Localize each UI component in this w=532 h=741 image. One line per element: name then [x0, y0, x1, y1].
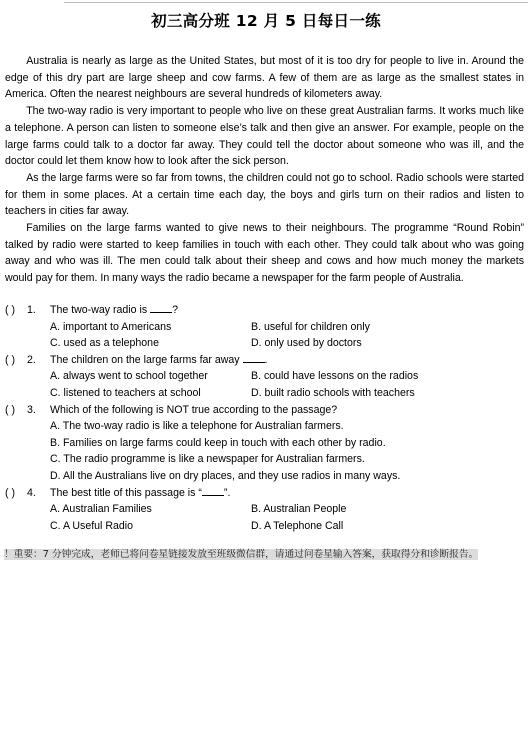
- stem-text: The two-way radio is: [50, 304, 151, 316]
- question-4-options-row-1: [5, 501, 524, 518]
- passage-paragraph-2: The two-way radio is very important to people who live on these great Australian farms. It works much like a telephone. A person can listen to someone else’s talk and then give an answer. For example, people on the large farms could talk to a doctor far away. They could tell the doctor about someone who was ill, and the doctor could let them know how to look after the sick person.: [5, 105, 524, 168]
- notice-text: ！重要：7 分钟完成，老师已将问卷星链接发放至班级微信群，请通过问卷星输入答案，获取得分和诊断报告。: [4, 549, 479, 560]
- option-a[interactable]: A. always went to school together: [50, 370, 208, 383]
- stem-text: The best title of this passage is “: [50, 486, 202, 499]
- question-1-options-row-1: [5, 319, 524, 336]
- answer-blank-3[interactable]: ( ): [5, 403, 15, 416]
- question-3-option-a-row: [5, 418, 524, 435]
- option-c[interactable]: C. A Useful Radio: [50, 519, 134, 532]
- stem-text: Which of the following is NOT true according to the passage?: [50, 403, 338, 416]
- option-b[interactable]: B. Australian People: [251, 503, 347, 516]
- stem-text-end: ?: [172, 304, 178, 316]
- option-d[interactable]: D. only used by doctors: [251, 337, 362, 350]
- question-number: 3.: [27, 403, 36, 416]
- question-list: [5, 302, 524, 534]
- question-3-option-c-row: [5, 451, 524, 468]
- question-2-options-row-1: [5, 368, 524, 385]
- answer-blank-1[interactable]: ( ): [5, 304, 15, 316]
- option-a[interactable]: A. important to Americans: [50, 320, 172, 333]
- question-2-options-row-2: [5, 385, 524, 402]
- question-4-stem: [5, 485, 524, 502]
- question-text: [50, 352, 268, 369]
- answer-blank-4[interactable]: ( ): [5, 486, 15, 499]
- question-text: [50, 402, 337, 419]
- question-2-stem: [5, 352, 524, 369]
- stem-text-end: .: [264, 353, 268, 366]
- question-4-options-row-2: [5, 518, 524, 535]
- fill-blank: [150, 302, 172, 313]
- option-a[interactable]: A. The two-way radio is like a telephone for Australian farmers.: [50, 420, 344, 433]
- header-rule: [64, 2, 528, 3]
- reading-passage: [5, 53, 524, 287]
- question-1-options-row-2: [5, 335, 524, 352]
- option-c[interactable]: C. The radio programme is like a newspaper for Australian farmers.: [50, 453, 365, 466]
- option-d[interactable]: D. built radio schools with teachers: [251, 386, 415, 399]
- passage-paragraph-4: Families on the large farms wanted to give news to their neighbours. The programme “Round Robin” talked by radio were started to keep families in touch with each other. They could talk about who was going away and who was ill. The men could talk about their sheep and cows and how much money the markets would pay for them. In many ways the radio became a newspaper for the farm people of Australia.: [5, 222, 524, 285]
- question-3-option-b-row: [5, 435, 524, 452]
- option-b[interactable]: B. could have lessons on the radios: [251, 370, 419, 383]
- question-number: 2.: [27, 353, 36, 366]
- question-number: 1.: [27, 304, 36, 316]
- option-a[interactable]: A. Australian Families: [50, 503, 152, 516]
- fill-blank: [243, 352, 265, 363]
- passage-paragraph-3: As the large farms were so far from towns, the children could not go to school. Radio schools were started for them in some places. At a certain time each day, the boys and girls turn on their radios and listen to teachers in cities far away.: [5, 171, 524, 218]
- fill-blank: [202, 485, 224, 496]
- stem-text: The children on the large farms far away: [50, 353, 243, 366]
- submission-notice: [4, 547, 525, 563]
- option-c[interactable]: C. used as a telephone: [50, 337, 159, 350]
- stem-text-end: ”.: [223, 486, 231, 499]
- option-b[interactable]: B. useful for children only: [251, 320, 370, 333]
- passage-paragraph-1: Australia is nearly as large as the United States, but most of it is too dry for people to live in. Around the edge of this dry part are large sheep and cow farms. A few of them are as large as the smallest states in America. Often the nearest neighbours are several hundreds of kilometers away.: [5, 55, 524, 101]
- question-3-stem: [5, 402, 524, 419]
- question-1-stem: [5, 302, 524, 319]
- option-c[interactable]: C. listened to teachers at school: [50, 386, 201, 399]
- option-b[interactable]: B. Families on large farms could keep in touch with each other by radio.: [50, 436, 386, 449]
- answer-blank-2[interactable]: ( ): [5, 353, 15, 366]
- option-d[interactable]: D. All the Australians live on dry places, and they use radios in many ways.: [50, 469, 401, 482]
- question-text: [50, 485, 230, 502]
- question-3-option-d-row: [5, 468, 524, 485]
- question-text: [50, 302, 178, 319]
- option-d[interactable]: D. A Telephone Call: [251, 519, 344, 532]
- question-number: 4.: [27, 486, 36, 499]
- page-title: 初三高分班 12 月 5 日每日一练: [151, 12, 381, 30]
